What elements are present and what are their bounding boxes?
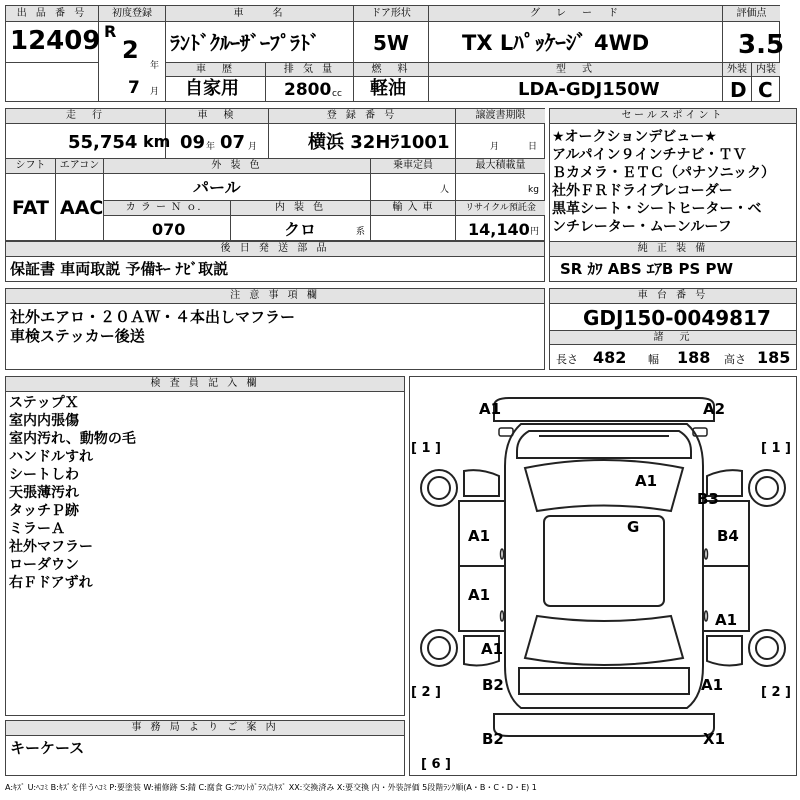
damage-mark: A1 (701, 676, 724, 694)
selling-point-line: 社外ＦＲドライブレコーダー (552, 183, 733, 199)
legend-text: A:ｷｽﾞ U:ﾍｺﾐ B:ｷｽﾞを伴うﾍｺﾐ P:要塗装 W:補修跡 S:錆 C:腐食 G:ﾌﾛﾝﾄｶﾞﾗｽ点ｷｽﾞ XX:交換済み X:要交換 内・外装評価 5段階ﾗﾝｸ順(A・B・C・D・E) 1 (5, 783, 537, 792)
door-label: ドア形状 (354, 6, 428, 21)
damage-mark: X1 (703, 730, 726, 748)
shift-label: シフト (6, 159, 55, 173)
selling-point-line: アルパイン９インチナビ・ＴＶ (552, 147, 747, 163)
inspector-line: 右Ｆドアずれ (9, 575, 93, 591)
grade-label: グ レ ー ド (429, 6, 722, 21)
load-label: 最大積載量 (456, 159, 545, 173)
month-unit: 月 (150, 87, 160, 97)
bracket-label: [ 1 ] (411, 441, 441, 456)
width-value: 188 (677, 348, 711, 367)
chassis-number: GDJ150-0049817 (583, 306, 771, 330)
recycle-unit: 円 (530, 227, 540, 237)
displacement-label: 排 気 量 (266, 63, 353, 76)
notes-label: 注 意 事 項 欄 (6, 289, 544, 303)
grade: TX Lﾊﾟｯｹｰｼﾞ 4WD (462, 31, 650, 55)
equipment-label: 純 正 装 備 (550, 242, 796, 256)
transfer-label: 譲渡書期限 (456, 109, 545, 123)
car-history: 自家用 (185, 78, 239, 99)
fuel-label: 燃 料 (354, 63, 428, 76)
equipment-text: SR ｶﾜ ABS ｴｱB PS PW (560, 260, 734, 278)
car-outline (409, 376, 797, 776)
damage-mark: B4 (717, 527, 739, 545)
reg-label: 登 録 番 号 (269, 109, 455, 123)
inspection-month: 07 (220, 132, 246, 153)
capacity-unit: 人 (440, 185, 450, 195)
interior-label: 内装 (752, 63, 780, 76)
office-text: キーケース (10, 739, 85, 757)
selling-point-line: ンチレーター・ムーンルーフ (552, 219, 732, 235)
specs-panel (5, 108, 545, 241)
selling-points-label: セールスポイント (550, 109, 796, 123)
load-unit: kg (528, 185, 539, 195)
bracket-label: [ 6 ] (421, 757, 451, 772)
import-label: 輸 入 車 (371, 201, 455, 215)
damage-mark: A1 (481, 640, 504, 658)
mileage-unit: km (143, 132, 171, 151)
notes-line: 社外エアロ・２０ＡＷ・４本出しマフラー (10, 308, 296, 326)
car-name-label: 車 名 (166, 6, 353, 21)
selling-point-line: Ｂカメラ・ＥＴＣ（パナソニック） (552, 165, 776, 181)
length-label: 長さ (556, 353, 578, 366)
aircon-label: エアコン (56, 159, 103, 173)
damage-mark: A1 (468, 527, 491, 545)
era-label: R (104, 22, 117, 41)
overall-score: 3.5 (738, 30, 785, 60)
capacity-label: 乗車定員 (371, 159, 455, 173)
transfer-day-unit: 日 (528, 142, 538, 152)
selling-point-line: ★オークションデビュー★ (552, 129, 717, 145)
int-color-unit: 系 (356, 227, 366, 237)
bracket-label: [ 2 ] (411, 685, 441, 700)
car-name: ﾗﾝﾄﾞｸﾙｰｻﾞｰﾌﾟﾗﾄﾞ (170, 31, 320, 55)
damage-mark: A1 (715, 611, 738, 629)
inspector-line: ハンドルすれ (9, 449, 93, 465)
int-color-label: 内 装 色 (231, 201, 370, 215)
aircon-value: AAC (60, 197, 104, 219)
fuel-type: 軽油 (370, 78, 406, 99)
inspector-line: ミラーＡ (9, 521, 65, 537)
office-label: 事 務 局 よ り ご 案 内 (6, 721, 404, 735)
car-damage-diagram (409, 376, 797, 776)
exterior-grade: D (730, 78, 747, 102)
damage-mark: A1 (635, 472, 658, 490)
model-code: LDA-GDJ150W (518, 79, 660, 100)
height-label: 高さ (724, 353, 746, 366)
first-reg-year: 2 (122, 36, 139, 64)
damage-mark: B2 (482, 730, 504, 748)
damage-mark: A1 (468, 586, 491, 604)
interior-grade: C (758, 78, 773, 102)
first-reg-label: 初度登録 (99, 6, 165, 21)
height-value: 185 (757, 348, 791, 367)
year-unit: 年 (150, 61, 160, 71)
damage-mark: G (627, 518, 640, 536)
inspector-line: 天張薄汚れ (9, 485, 79, 501)
mileage-label: 走 行 (6, 109, 165, 123)
later-parts-text: 保証書 車両取説 予備ｷｰ ﾅﾋﾞ取説 (10, 260, 229, 278)
dims-label: 諸 元 (550, 331, 796, 344)
inspector-label: 検 査 員 記 入 欄 (6, 377, 404, 391)
exterior-label: 外装 (723, 63, 751, 76)
damage-mark: A2 (703, 400, 726, 418)
score-label: 評価点 (723, 6, 780, 21)
chassis-label: 車 台 番 号 (550, 289, 796, 303)
first-reg-month: 7 (128, 78, 140, 98)
displacement-unit: cc (332, 89, 342, 99)
model-label: 型 式 (429, 63, 722, 76)
inspector-line: ローダウン (9, 557, 79, 573)
displacement: 2800 (284, 80, 332, 100)
color-number: 070 (152, 220, 186, 239)
inspection-label: 車 検 (166, 109, 268, 123)
door-type: 5W (373, 31, 409, 55)
selling-point-line: 黒革シート・シートヒーター・ベ (552, 201, 762, 217)
recycle-fee: 14,140 (468, 220, 530, 239)
registration-number: 横浜 32Hﾗ1001 (308, 132, 450, 153)
inspector-line: 室内内張傷 (9, 413, 79, 429)
inspector-line: ステップＸ (9, 395, 79, 411)
inspector-line: 社外マフラー (9, 539, 93, 555)
bracket-label: [ 2 ] (761, 685, 791, 700)
damage-mark: B2 (482, 676, 504, 694)
ext-color-label: 外 装 色 (104, 159, 370, 173)
lot-number: 12409 (10, 26, 101, 56)
notes-line: 車検ステッカー後送 (10, 327, 145, 345)
history-label: 車 歴 (166, 63, 265, 76)
int-color: クロ (284, 220, 317, 239)
inspection-year: 09 (180, 132, 206, 153)
inspector-line: シートしわ (9, 467, 79, 483)
length-value: 482 (593, 348, 627, 367)
inspection-year-unit: 年 (206, 142, 216, 152)
shift-value: FAT (12, 197, 49, 219)
ext-color: パール (193, 178, 241, 197)
mileage: 55,754 (68, 132, 138, 153)
inspector-line: 室内汚れ、動物の毛 (9, 431, 136, 447)
color-no-label: カ ラ ー Ｎ ｏ． (104, 201, 230, 215)
bracket-label: [ 1 ] (761, 441, 791, 456)
later-parts-label: 後 日 発 送 部 品 (6, 242, 544, 256)
width-label: 幅 (648, 353, 659, 366)
damage-mark: A1 (479, 400, 502, 418)
damage-mark: B3 (697, 490, 719, 508)
inspection-month-unit: 月 (248, 142, 258, 152)
recycle-label: リサイクル預託金 (456, 201, 545, 215)
lot-no-label: 出 品 番 号 (6, 6, 98, 21)
transfer-month-unit: 月 (490, 142, 500, 152)
inspector-line: タッチＰ跡 (9, 503, 79, 519)
